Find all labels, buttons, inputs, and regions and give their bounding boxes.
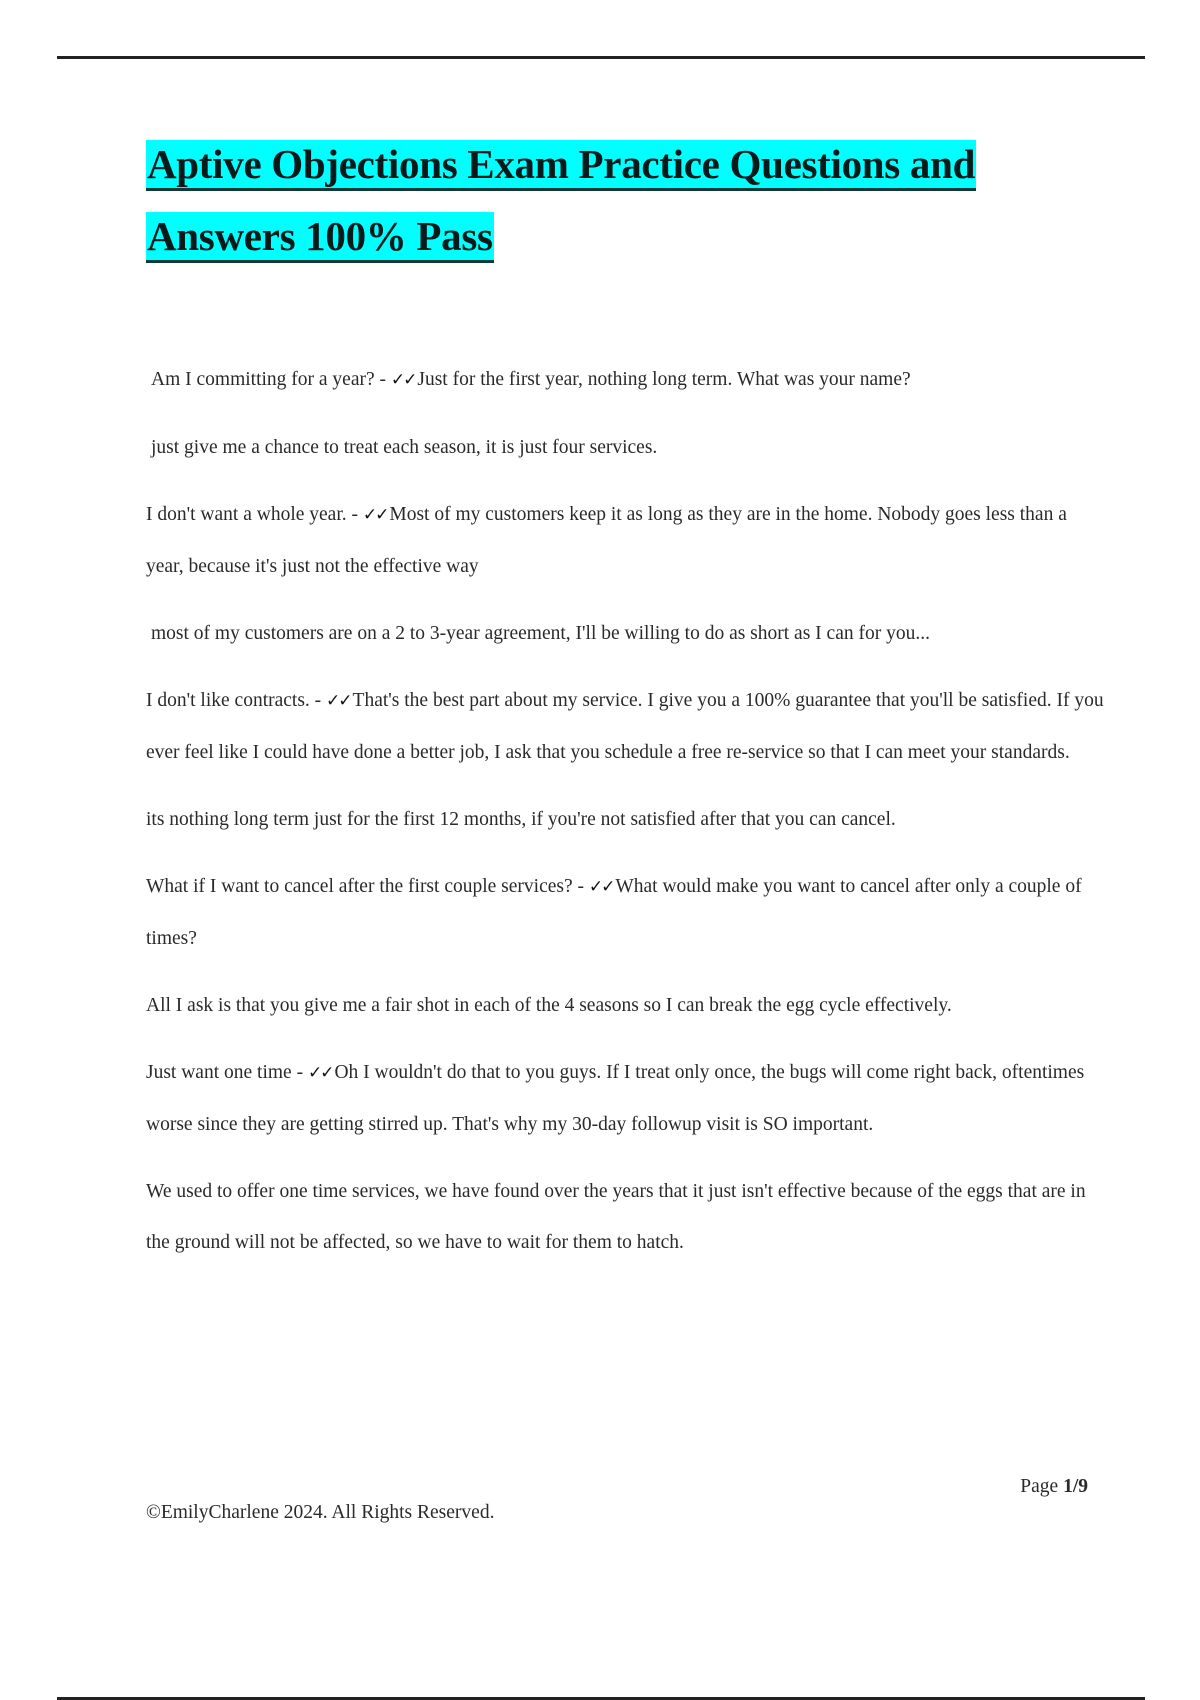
double-check-icon: ✓✓ [326,691,351,711]
page-label: Page [1020,1476,1064,1497]
note-text: We used to offer one time services, we have found over the years that it just isn't effective because of the eggs that are in the ground will not be affected, so we have to wait for them to hatch. [146,1181,1086,1253]
question-text: Am I committing for a year? - [151,369,391,390]
double-check-icon: ✓✓ [307,1063,333,1083]
answer-text: That's the best part about my service. I give you a 100% guarantee that you'll be satisfied. If you ever feel like I could have done a better job, I ask that you schedule a free re-service so that I can meet your standards. [146,690,1104,763]
document-body [146,354,1106,1284]
answer-text: What would make you want to cancel after only a couple of times? [146,876,1082,949]
note-text: most of my customers are on a 2 to 3-year agreement, I'll be willing to do as short as I can for you... [151,623,930,644]
qa-paragraph [146,354,1106,406]
note-text: its nothing long term just for the first 12 months, if you're not satisfied after that you can cancel. [146,809,896,830]
document-title [146,140,1106,284]
qa-paragraph [146,489,1106,592]
header-rule [57,56,1145,59]
qa-paragraph [146,861,1106,964]
note-paragraph [146,1166,1106,1268]
title-line-2: Answers 100% Pass [146,212,494,263]
note-paragraph [146,980,1106,1031]
question-text: What if I want to cancel after the first couple services? - [146,876,589,897]
double-check-icon: ✓✓ [588,877,614,897]
note-text: All I ask is that you give me a fair shot in each of the 4 seasons so I can break the egg cycle effectively. [146,995,952,1016]
qa-paragraph [146,675,1106,778]
double-check-icon: ✓✓ [390,370,416,390]
question-text: I don't want a whole year. - [146,504,363,525]
question-text: Just want one time - [146,1062,308,1083]
question-text: I don't like contracts. - [146,690,327,711]
answer-text: Just for the first year, nothing long term. What was your name? [417,369,911,390]
page-indicator [1020,1476,1088,1498]
note-paragraph [146,422,1106,473]
note-paragraph [146,794,1106,845]
title-line-1: Aptive Objections Exam Practice Questions and [146,140,976,191]
answer-text: Oh I wouldn't do that to you guys. If I treat only once, the bugs will come right back, oftentimes worse since they are getting stirred up. That's why my 30-day followup visit is SO important. [146,1062,1085,1135]
page-number: 1/9 [1063,1476,1088,1497]
copyright-notice: ©EmilyCharlene 2024. All Rights Reserved. [146,1502,495,1523]
note-paragraph [146,608,1106,659]
qa-paragraph [146,1047,1106,1150]
note-text: just give me a chance to treat each season, it is just four services. [151,437,658,458]
answer-text: Most of my customers keep it as long as they are in the home. Nobody goes less than a year, because it's just not the effective way [146,504,1067,577]
double-check-icon: ✓✓ [362,505,388,525]
